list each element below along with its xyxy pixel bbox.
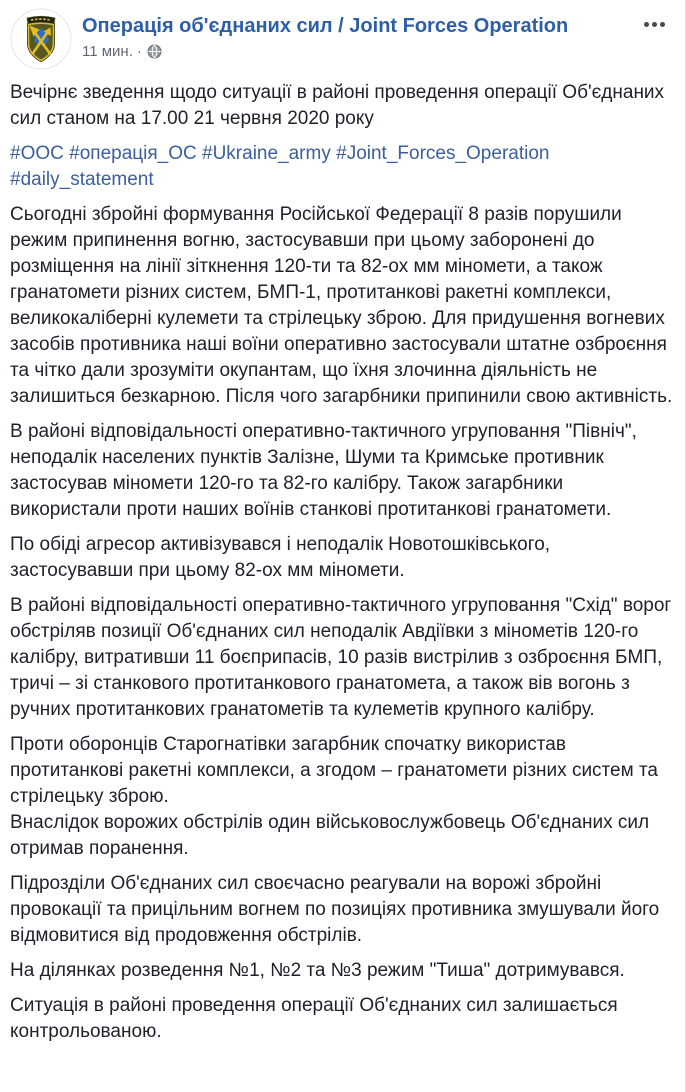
joint-forces-badge-icon [10,8,72,70]
post-paragraph: В районі відповідальності оперативно-тактичного угруповання "Північ", неподалік населених пунктів Залізне, Шуми та Кримське противник застосував міномети 120-го та 82-го калібру. Також загарбники використали проти наших воїнів станкові протитанкові гранатомети. [10,421,637,520]
hashtag-link[interactable]: #Ukraine_army [202,143,331,164]
post-meta [82,42,673,61]
post-paragraph: Підрозділи Об'єднаних сил своєчасно реагували на ворожі збройні провокації та прицільним вогнем по позиціях противника змушували його відмовитися від продовження обстрілів. [10,873,660,946]
post-paragraph: Внаслідок ворожих обстрілів один військовослужбовець Об'єднаних сил отримав поранення. [10,812,650,859]
post-paragraph-intro: Вечірнє зведення щодо ситуації в районі проведення операції Об'єднаних сил станом на 17.00 21 червня 2020 року [10,82,665,129]
hashtag-link[interactable]: #Joint_Forces_Operation [336,143,550,164]
privacy-globe-icon [147,44,162,59]
post-paragraph: В районі відповідальності оперативно-тактичного угруповання "Схід" ворог обстріляв позиції Об'єднаних сил неподалік Авдіївки з мінометів 120-го калібру, витративши 11 боєприпасів, 10 разів вистрілив з озброєння БМП, тричі – зі станкового протитанкового гранатомета, а також вів вогонь з ручних протитанкових гранатометів та кулеметів крупного калібру. [10,595,672,720]
page-avatar[interactable] [10,8,72,70]
post-header-text [82,8,673,61]
post-paragraph: По обіді агресор активізувався і неподалік Новотошківського, застосувавши при цьому 82-ох мм міномети. [10,534,551,581]
post-header [0,0,685,76]
page-name-link[interactable]: Операція об'єднаних сил / Joint Forces Operation [82,15,569,37]
hashtag-link[interactable]: #операція_ОС [69,143,197,164]
three-dots-icon [644,22,649,27]
meta-separator: · [136,43,142,60]
post-paragraph: На ділянках розведення №1, №2 та №3 режим "Тиша" дотримувався. [10,960,625,981]
post-paragraph: Ситуація в районі проведення операції Об'єднаних сил залишається контрольованою. [10,995,618,1042]
post-hashtags [10,141,673,193]
hashtag-link[interactable]: #ООС [10,143,64,164]
post-paragraph: Проти оборонців Старогнатівки загарбник спочатку використав протитанкові ракетні комплекси, а згодом – гранатомети різних систем та стрілецьку зброю. [10,734,659,807]
post-content [0,76,685,1045]
hashtag-link[interactable]: #daily_statement [10,169,154,190]
post-options-button[interactable] [637,12,671,36]
post-paragraph: Сьогодні збройні формування Російської Федерації 8 разів порушили режим припинення вогню, застосувавши при цьому заборонені до розміщення на лінії зіткнення 120-ти та 82-ох мм міномети, а також гранатомети різних систем, БМП-1, протитанкові ракетні комплекси, великокаліберні кулемети та стрілецьку зброю. Для придушення вогневих засобів противника наші воїни оперативно застосували штатне озброєння та чітко дали зрозуміти окупантам, що їхня злочинна діяльність не залишиться безкарною. Після чого загарбники припинили свою активність. [10,204,673,407]
post-timestamp[interactable]: 11 мин. [82,43,133,60]
